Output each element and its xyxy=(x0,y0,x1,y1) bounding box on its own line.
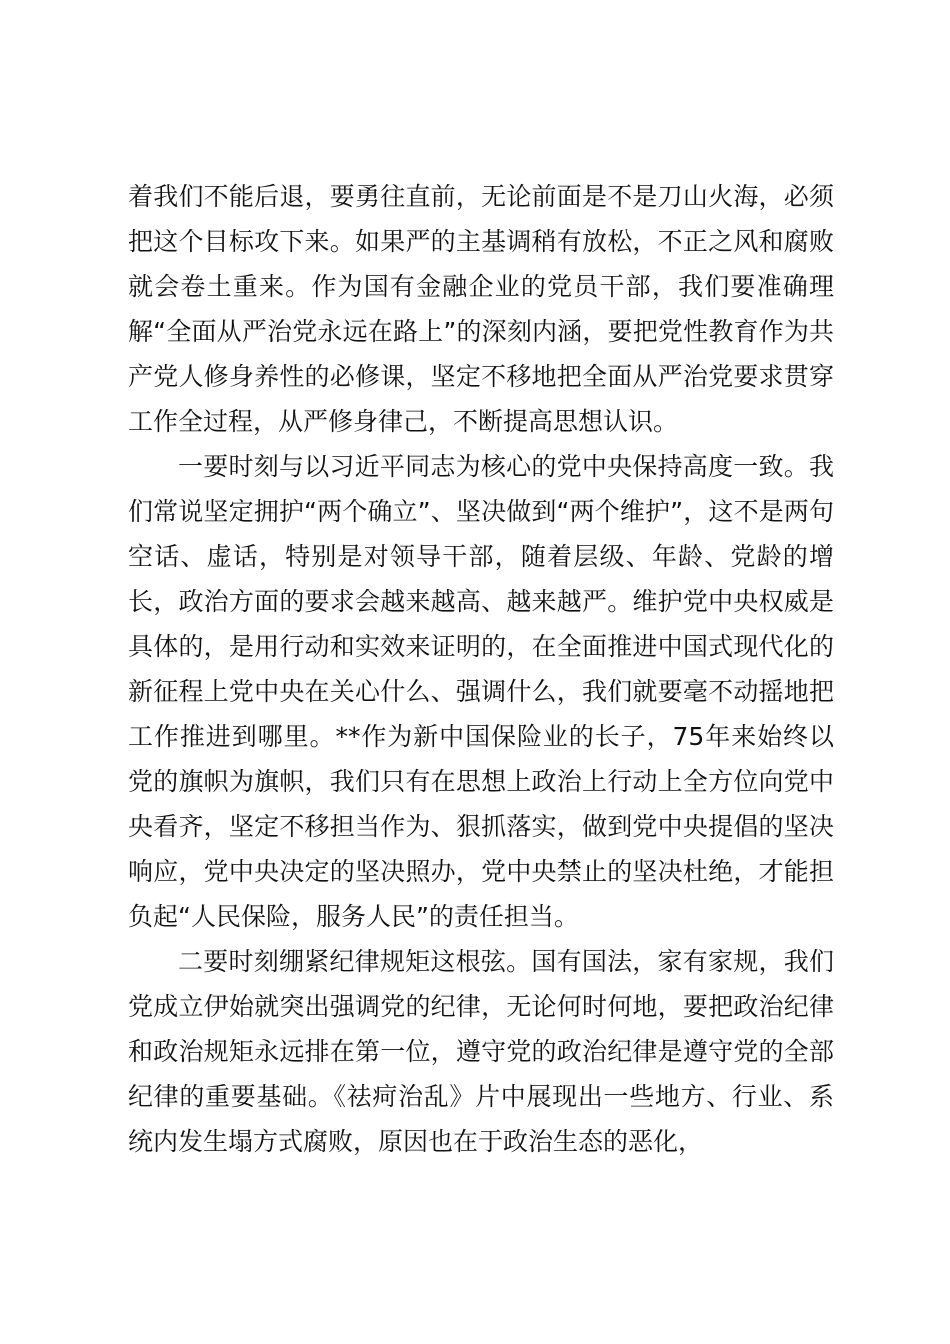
paragraph-political-alignment: 一要时刻与以习近平同志为核心的党中央保持高度一致。我们常说坚定拥护“两个确立”、坚决做到“两个维护”，这不是两句空话、虚话，特别是对领导干部，随着层级、年龄、党龄的增长，政治方面的要求会越来越高、越来越严。维护党中央权威是具体的，是用行动和实效来证明的，在全面推进中国式现代化的新征程上党中央在关心什么、强调什么，我们就要毫不动摇地把工作推进到哪里。**作为新中国保险业的长子，75年来始终以党的旗帜为旗帜，我们只有在思想上政治上行动上全方位向党中央看齐，坚定不移担当作为、狠抓落实，做到党中央提倡的坚决响应，党中央决定的坚决照办，党中央禁止的坚决杜绝，才能担负起“人民保险，服务人民”的责任担当。 xyxy=(128,452,834,931)
paragraph-discipline-rules: 二要时刻绷紧纪律规矩这根弦。国有国法，家有家规，我们党成立伊始就突出强调党的纪律，无论何时何地，要把政治纪律和政治规矩永远排在第一位，遵守党的政治纪律是遵守党的全部纪律的重要基础。《祛疴治乱》片中展现出一些地方、行业、系统内发生塌方式腐败，原因也在于政治生态的恶化， xyxy=(128,947,834,1156)
paragraph-continuation: 着我们不能后退，要勇往直前，无论前面是不是刀山火海，必须把这个目标攻下来。如果严的主基调稍有放松，不正之风和腐败就会卷土重来。作为国有金融企业的党员干部，我们要准确理解“全面从严治党永远在路上”的深刻内涵，要把党性教育作为共产党人修身养性的必修课，坚定不移地把全面从严治党要求贯穿工作全过程，从严修身律己，不断提高思想认识。 xyxy=(128,182,834,436)
document-body xyxy=(128,174,834,1164)
